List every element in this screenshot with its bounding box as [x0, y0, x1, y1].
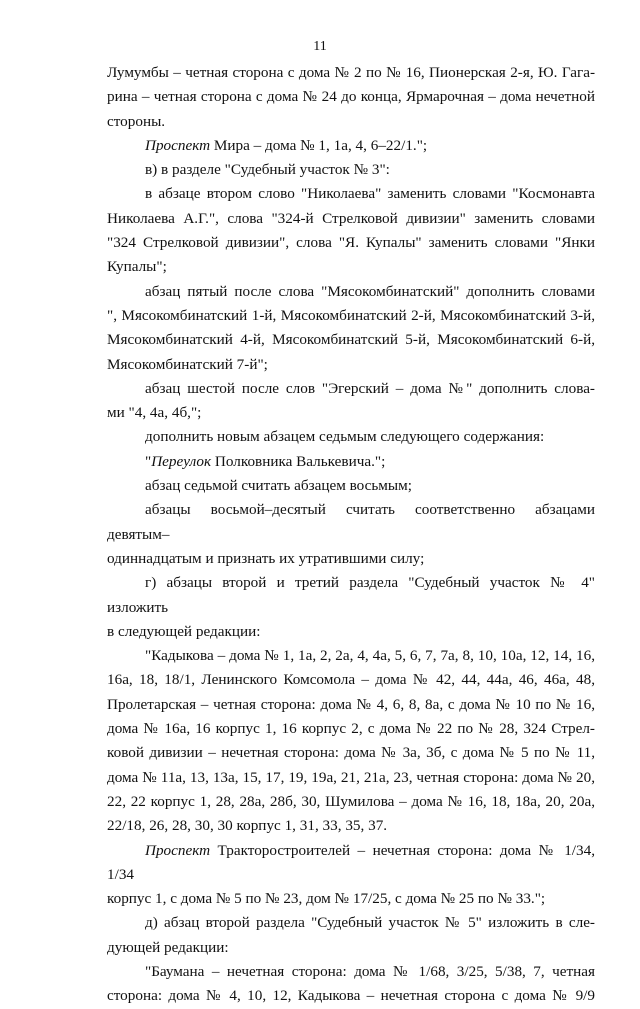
- text-line: одиннадцатым и признать их утратившими силу;: [107, 549, 425, 567]
- text-line: "324 Стрелковой дивизии", слова "Я. Купалы" заменить словами "Янки: [107, 234, 595, 252]
- text-line: 22/18, 26, 28, 30, 30 корпус 1, 31, 33, 35, 37.: [107, 817, 388, 835]
- text-line: сторона: дома № 4, 10, 12, Кадыкова – нечетная сторона с дома № 9/9: [107, 987, 595, 1005]
- document-body: [107, 61, 595, 1009]
- text-line: Пролетарская – четная сторона: дома № 4, 6, 8, 8а, с дома № 10 по № 16,: [107, 695, 595, 713]
- text-line: дующей редакции:: [107, 938, 229, 956]
- page-number: 11: [313, 39, 327, 54]
- text-line: 22, 22 корпус 1, 28, 28а, 28б, 30, Шумилова – дома № 16, 18, 18а, 20, 20а,: [107, 792, 595, 810]
- text-line: Мясокомбинатский 7-й";: [107, 355, 268, 373]
- text-line: Купалы";: [107, 258, 167, 276]
- text-line: абзац шестой после слов "Эгерский – дома №" дополнить слова-: [145, 379, 595, 397]
- text-line: г) абзацы второй и третий раздела "Судебный участок № 4" изложить: [107, 574, 595, 616]
- text-line: "Переулок Полковника Валькевича.";: [145, 452, 386, 470]
- text-line: Проспект Тракторостроителей – нечетная сторона: дома № 1/34, 1/34: [107, 841, 595, 883]
- text-line: "Баумана – нечетная сторона: дома № 1/68, 3/25, 5/38, 7, четная: [145, 962, 595, 980]
- text-line: абзац пятый после слова "Мясокомбинатский" дополнить словами: [145, 282, 595, 300]
- text-line: стороны.: [107, 112, 166, 130]
- text-line: ми "4, 4а, 4б,";: [107, 404, 202, 422]
- text-line: абзацы восьмой–десятый считать соответственно абзацами девятым–: [107, 501, 595, 543]
- text-line: Николаева А.Г.", слова "324-й Стрелковой дивизии" заменить словами: [107, 209, 595, 227]
- text-line: в следующей редакции:: [107, 622, 261, 640]
- text-line: дома № 11а, 13, 13а, 15, 17, 19, 19а, 21, 21а, 23, четная сторона: дома № 20,: [107, 768, 595, 786]
- text-line: д) абзац второй раздела "Судебный участок № 5" изложить в сле-: [145, 914, 595, 932]
- text-line: Мясокомбинатский 4-й, Мясокомбинатский 5-й, Мясокомбинатский 6-й,: [107, 331, 595, 349]
- text-line: Лумумбы – четная сторона с дома № 2 по № 16, Пионерская 2-я, Ю. Гага-: [107, 64, 595, 81]
- text-line: в) в разделе "Судебный участок № 3":: [145, 161, 390, 179]
- text-line: ковой дивизии – нечетная сторона: дома № 3а, 3б, с дома № 5 по № 11,: [107, 744, 595, 762]
- text-line: ", Мясокомбинатский 1-й, Мясокомбинатский 2-й, Мясокомбинатский 3-й,: [107, 306, 595, 324]
- text-line: абзац седьмой считать абзацем восьмым;: [145, 477, 412, 495]
- text-line: 16а, 18, 18/1, Ленинского Комсомола – дома № 42, 44, 44а, 46, 46а, 48,: [107, 671, 595, 689]
- text-line: "Кадыкова – дома № 1, 1а, 2, 2а, 4, 4а, 5, 6, 7, 7а, 8, 10, 10а, 12, 14, 16,: [145, 647, 595, 665]
- text-line: Проспект Мира – дома № 1, 1а, 4, 6–22/1.";: [145, 136, 428, 154]
- text-line: дома № 16а, 16 корпус 1, 16 корпус 2, с дома № 22 по № 28, 324 Стрел-: [107, 720, 595, 738]
- text-line: в абзаце втором слово "Николаева" заменить словами "Космонавта: [145, 185, 595, 203]
- text-line: дополнить новым абзацем седьмым следующего содержания:: [145, 428, 545, 446]
- text-line: корпус 1, с дома № 5 по № 23, дом № 17/25, с дома № 25 по № 33.";: [107, 890, 546, 908]
- text-line: рина – четная сторона с дома № 24 до конца, Ярмарочная – дома нечетной: [107, 88, 595, 106]
